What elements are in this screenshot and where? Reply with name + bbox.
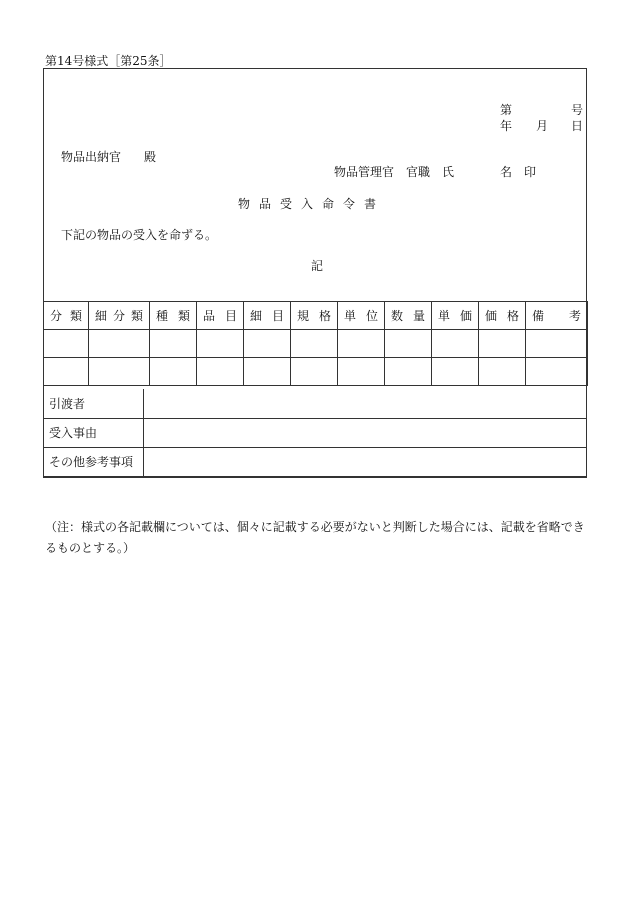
column-header-char: 分 (112, 309, 125, 323)
table-cell[interactable] (291, 330, 338, 358)
field-label: 受入事由 (44, 418, 144, 447)
field-value[interactable] (144, 389, 587, 418)
column-header-char: 種 (156, 309, 169, 323)
table-cell[interactable] (89, 330, 150, 358)
table-cell[interactable] (385, 358, 432, 386)
column-header-char: 細 (250, 309, 263, 323)
form-id: 第14号様式［第25条］ (45, 54, 172, 68)
column-header-label (295, 307, 333, 324)
column-header-char: 目 (224, 309, 237, 323)
table-cell[interactable] (479, 358, 526, 386)
column-header (44, 302, 89, 330)
column-header (150, 302, 197, 330)
number-dai: 第 (500, 103, 513, 117)
body-text: 下記の物品の受入を命ずる。 (61, 228, 218, 242)
table-cell[interactable] (197, 330, 244, 358)
recipient-honorific: 殿 (144, 150, 157, 164)
table-cell[interactable] (150, 330, 197, 358)
column-header-label (389, 307, 427, 324)
column-header (89, 302, 150, 330)
table-cell[interactable] (291, 358, 338, 386)
field-value[interactable] (144, 447, 587, 476)
column-header-char: 格 (318, 309, 331, 323)
column-header-char: 備 (532, 309, 545, 323)
number-go: 号 (571, 103, 584, 117)
column-header (197, 302, 244, 330)
column-header-char: 細 (95, 309, 108, 323)
table-cell[interactable] (197, 358, 244, 386)
field-row-other (44, 447, 587, 476)
column-header-char: 考 (568, 309, 581, 323)
table-cell[interactable] (338, 330, 385, 358)
column-header-char: 量 (412, 309, 425, 323)
column-header-char: 単 (344, 309, 357, 323)
issuer-name-seal: 名 印 (500, 165, 537, 179)
column-header-label (93, 307, 145, 324)
column-header (479, 302, 526, 330)
table-cell[interactable] (526, 330, 588, 358)
table-cell[interactable] (526, 358, 588, 386)
table-row (44, 330, 588, 358)
column-header (432, 302, 479, 330)
table-cell[interactable] (89, 358, 150, 386)
column-header-char: 位 (365, 309, 378, 323)
items-table (43, 301, 588, 386)
extra-fields (43, 389, 587, 477)
column-header-label (48, 307, 84, 324)
table-cell[interactable] (338, 358, 385, 386)
column-header (526, 302, 588, 330)
column-header-char: 価 (485, 309, 498, 323)
document-title: 物品受入命令書 (238, 197, 386, 211)
column-header-char: 格 (506, 309, 519, 323)
column-header-char: 規 (297, 309, 310, 323)
footnote: （注：様式の各記載欄については、個々に記載する必要がないと判断した場合には、記載を省略できるものとする。） (45, 520, 585, 555)
ki-mark: 記 (311, 259, 324, 273)
column-header-char: 類 (69, 309, 82, 323)
table-cell[interactable] (432, 358, 479, 386)
column-header-label (436, 307, 474, 324)
table-cell[interactable] (432, 330, 479, 358)
column-header-char: 単 (438, 309, 451, 323)
column-header (244, 302, 291, 330)
column-header (338, 302, 385, 330)
date-month: 月 (536, 119, 549, 133)
column-header (291, 302, 338, 330)
column-header-char: 類 (130, 309, 143, 323)
date-year: 年 (500, 119, 513, 133)
issuer: 物品管理官 官職 氏 (334, 165, 455, 179)
column-header-char: 類 (177, 309, 190, 323)
date-day: 日 (571, 119, 584, 133)
column-header-char: 数 (391, 309, 404, 323)
table-cell[interactable] (150, 358, 197, 386)
table-row (44, 358, 588, 386)
table-header-row (44, 302, 588, 330)
column-header-char: 分 (50, 309, 63, 323)
recipient: 物品出納官 (61, 150, 122, 164)
table-cell[interactable] (385, 330, 432, 358)
table-cell[interactable] (244, 330, 291, 358)
table-cell[interactable] (44, 358, 89, 386)
column-header-label (342, 307, 380, 324)
table-cell[interactable] (244, 358, 291, 386)
column-header-label (201, 307, 239, 324)
table-cell[interactable] (44, 330, 89, 358)
form-frame (43, 68, 587, 478)
field-label: 引渡者 (44, 389, 144, 418)
column-header-char: 品 (203, 309, 216, 323)
column-header-char: 目 (271, 309, 284, 323)
column-header-char: 価 (459, 309, 472, 323)
table-cell[interactable] (479, 330, 526, 358)
field-value[interactable] (144, 418, 587, 447)
field-label: その他参考事項 (44, 447, 144, 476)
column-header-label (483, 307, 521, 324)
field-row-handover (44, 389, 587, 418)
field-row-reason (44, 418, 587, 447)
column-header-label (154, 307, 192, 324)
form-header (44, 69, 586, 301)
column-header-label (530, 307, 583, 324)
column-header-label (248, 307, 286, 324)
column-header (385, 302, 432, 330)
